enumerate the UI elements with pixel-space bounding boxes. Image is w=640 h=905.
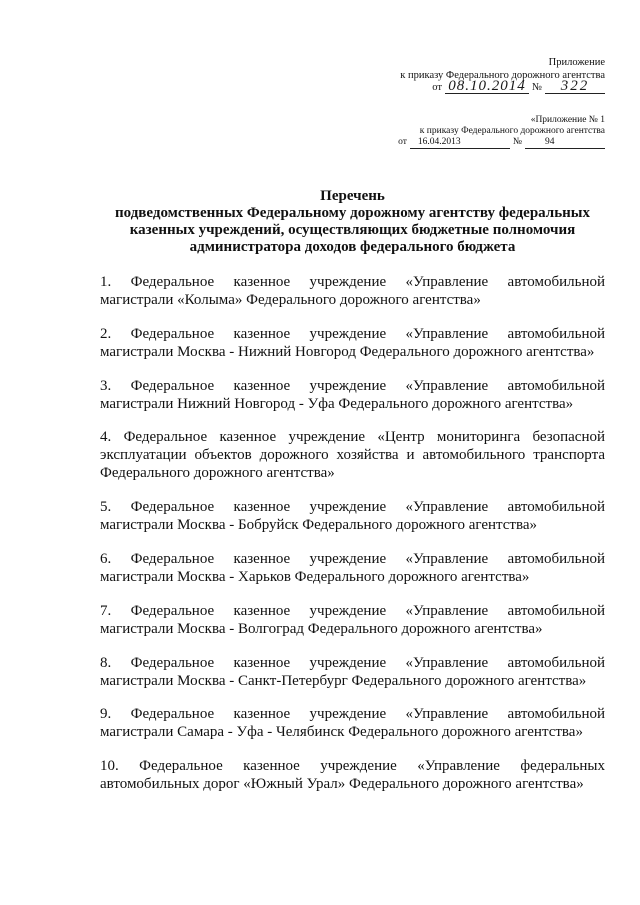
list-item-text: магистрали Самара - Уфа - Челябинск Федерального дорожного агентства»: [100, 724, 583, 741]
list-item-text: Федеральное казенное учреждение «Управление автомобильной: [130, 499, 606, 516]
list-item-text: Федеральное казенное учреждение «Управление федеральных: [139, 758, 606, 775]
list-item-number: 1.: [100, 274, 112, 290]
list-item-text: магистрали Москва - Нижний Новгород Федерального дорожного агентства»: [100, 343, 595, 360]
list-item-text: Федеральное казенное учреждение «Управление автомобильной: [130, 377, 606, 394]
list-item-text: магистрали «Колыма» Федерального дорожного агентства»: [100, 292, 481, 308]
list-item-text: Федеральное казенное учреждение «Управление автомобильной: [130, 602, 606, 619]
list-item-text: магистрали Москва - Санкт-Петербург Федерального дорожного агентства»: [100, 672, 587, 689]
list-item-text: магистрали Москва - Волгоград Федерального дорожного агентства»: [100, 620, 543, 637]
list-item-text: магистрали Нижний Новгород - Уфа Федерального дорожного агентства»: [100, 395, 574, 412]
list-item: [100, 654, 605, 690]
list-item-line: [100, 325, 605, 343]
title-line: администратора доходов федерального бюджета: [189, 239, 516, 255]
document-title: [100, 188, 605, 256]
list-item-line: [100, 705, 605, 723]
appendix-number-field: 322: [545, 79, 605, 94]
list-item-line: [100, 377, 605, 395]
title-heading: Перечень: [320, 188, 385, 204]
prior-appendix-date-prefix: от: [398, 137, 407, 147]
institution-list: [100, 273, 605, 809]
appendix-date-prefix: от: [432, 82, 442, 93]
list-item-text: магистрали Москва - Бобруйск Федерального дорожного агентства»: [100, 517, 538, 534]
list-item-line: [100, 428, 605, 446]
list-item: [100, 428, 605, 482]
prior-appendix-number-field: 94: [525, 137, 605, 149]
prior-appendix-order-date-number: [398, 136, 605, 149]
list-item: [100, 498, 605, 534]
appendix-number-prefix: №: [531, 82, 542, 93]
list-item-text: эксплуатации объектов дорожного хозяйства и автомобильного транспорта: [100, 447, 605, 464]
list-item-line: [100, 550, 605, 568]
list-item-number: 8.: [100, 654, 112, 671]
list-item-number: 9.: [100, 706, 112, 723]
list-item: [100, 550, 605, 586]
list-item-text: Федеральное казенное учреждение «Управление автомобильной: [130, 550, 606, 567]
appendix-order-date-number: [432, 79, 605, 94]
list-item: [100, 757, 605, 793]
list-item-number: 2.: [100, 325, 112, 342]
prior-appendix-number-prefix: №: [512, 137, 522, 147]
list-item-line: [100, 273, 605, 291]
list-item-text: Федеральное казенное учреждение «Управление автомобильной: [130, 654, 606, 671]
list-item-number: 6.: [100, 550, 112, 567]
list-item-number: 5.: [100, 499, 112, 516]
list-item-text: автомобильных дорог «Южный Урал» Федерального дорожного агентства»: [100, 776, 584, 793]
appendix-date-field: 08.10.2014: [445, 79, 529, 94]
list-item-text: Федеральное казенное учреждение «Центр мониторинга безопасной: [123, 429, 605, 446]
list-item: [100, 602, 605, 638]
prior-appendix-date-field: 16.04.2013: [410, 137, 510, 149]
list-item-line: [100, 757, 605, 775]
prior-appendix-label: «Приложение № 1: [530, 115, 605, 125]
list-item: [100, 273, 605, 309]
title-line: подведомственных Федеральному дорожному агентству федеральных: [115, 205, 590, 221]
list-item-line: [100, 498, 605, 516]
list-item: [100, 325, 605, 361]
list-item-number: 7.: [100, 602, 112, 619]
list-item-text: Федеральное казенное учреждение «Управление автомобильной: [130, 274, 606, 290]
title-line: казенных учреждений, осуществляющих бюджетные полномочия: [129, 222, 576, 238]
list-item-text: Федеральное казенное учреждение «Управление автомобильной: [130, 706, 606, 723]
list-item-number: 4.: [100, 429, 112, 446]
appendix-label: Приложение: [548, 57, 605, 68]
list-item-number: 3.: [100, 377, 112, 394]
appendix-order-ref: к приказу Федерального дорожного агентства: [400, 70, 605, 81]
list-item-line: [100, 602, 605, 620]
prior-appendix-order-ref: к приказу Федерального дорожного агентства: [419, 126, 605, 136]
list-item-line: [100, 654, 605, 672]
list-item: [100, 705, 605, 741]
list-item-text: Федерального дорожного агентства»: [100, 465, 335, 482]
list-item: [100, 377, 605, 413]
list-item-text: Федеральное казенное учреждение «Управление автомобильной: [130, 325, 606, 342]
list-item-text: магистрали Москва - Харьков Федерального дорожного агентства»: [100, 568, 530, 585]
list-item-number: 10.: [100, 758, 119, 775]
